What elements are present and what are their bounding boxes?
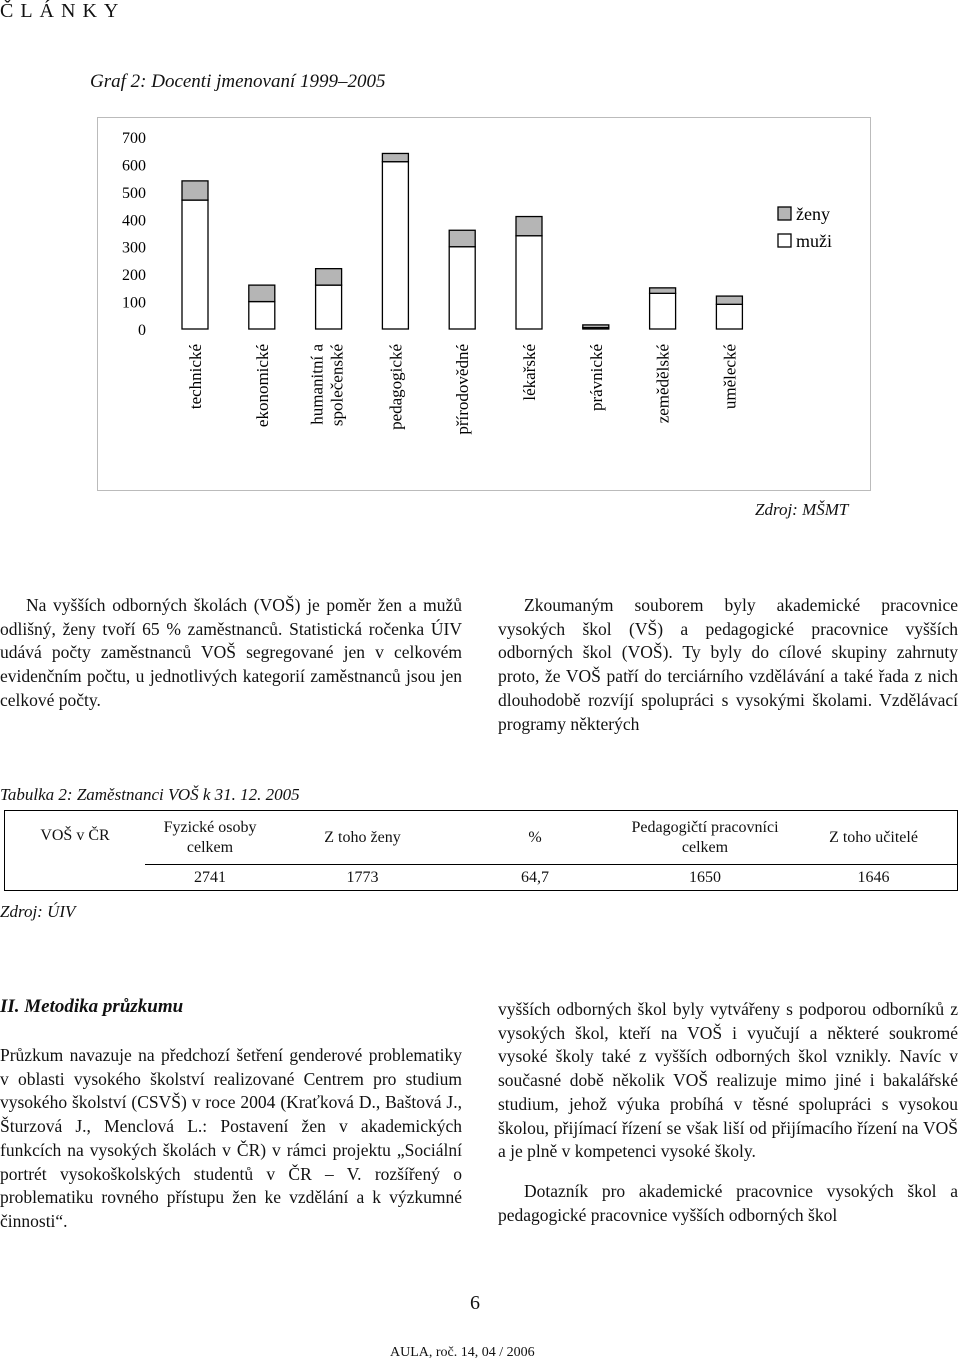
y-tick-label: 700 (122, 130, 146, 147)
legend-label: ženy (796, 204, 830, 224)
bar-segment-women (316, 269, 342, 285)
y-tick-label: 600 (122, 157, 146, 175)
table-cell: 2741 (145, 865, 275, 891)
y-tick-label: 400 (122, 212, 146, 230)
data-table (4, 810, 958, 891)
paragraph: Na vyšších odborných školách (VOŠ) je poměr žen a mužů odlišný, ženy tvoří 65 % zaměstnanců. Statistická ročenka ÚIV udává počty zaměstnanců VOŠ segregované jen v celkovém evidenčním počtu, u jednotlivých kategorií zaměstnanců jsou jen celkové počty. (0, 595, 462, 710)
paragraph: Dotazník pro akademické pracovnice vysokých škol a pedagogické pracovnice vyšších odborných škol (498, 1180, 958, 1225)
category-label: pedagogické (386, 344, 406, 430)
right-column-text (498, 594, 958, 736)
table-title: Tabulka 2: Zaměstnanci VOŠ k 31. 12. 2005 (0, 785, 300, 804)
bar-segment-men (449, 247, 475, 329)
y-tick-label: 100 (122, 294, 146, 312)
bar-chart (98, 118, 870, 490)
bar-segment-women (650, 288, 676, 293)
table-header: Fyzické osoby celkem (145, 811, 275, 865)
category-label: ekonomické (252, 344, 272, 428)
paragraph: vyšších odborných škol byly vytvářeny s podporou odborníků z vysokých škol, kteří na VOŠ i vyučují a některé soukromé vysoké školy také z vyšších odborných škol vznikly. Navíc v současné době několik VOŠ realizuje mimo jiné i bakalářské studium, jehož výuka probíhá v těsné spolupráci s vysokou školou, přijímací řízení se však liší od přijímacího řízení na VOŠ a je plně v kompetenci vysoké školy. (498, 999, 958, 1162)
page-number: 6 (470, 1292, 480, 1314)
bar-segment-women (449, 230, 475, 246)
table-row-label: VOŠ v ČR (5, 811, 146, 891)
table-source: Zdroj: ÚIV (0, 902, 76, 921)
y-tick-label: 300 (122, 239, 146, 257)
table-cell: 1773 (275, 865, 450, 891)
graph-source: Zdroj: MŠMT (755, 500, 849, 519)
bar-segment-women (182, 181, 208, 200)
footer: AULA, roč. 14, 04 / 2006 (390, 1345, 535, 1360)
section-title: II. Metodika průzkumu (0, 996, 184, 1017)
category-label: právnické (586, 344, 606, 412)
bar-segment-women (583, 325, 609, 328)
y-tick-label: 200 (122, 267, 146, 285)
category-label: humanitní aspolečenské (307, 344, 347, 427)
paragraph: Průzkum navazuje na předchozí šetření genderové problematiky v oblasti vysokého školství realizované Centrem pro studium vysokého školství (CSVŠ) v roce 2004 (Kraťková D., Baštová J., Šturzová J., Menclová L.: Postavení žen v akademických funkcích na vysokých školách v ČR) v rámci projektu „Sociální portrét vysokoškolských studentů v ČR – V. rozšířený o problematiku rovného přístupu žen ke vzdělání a k výzkumné činnosti“. (0, 1045, 462, 1231)
category-label: umělecké (720, 344, 740, 410)
chart-frame (97, 117, 871, 491)
bar-segment-men (182, 200, 208, 329)
table-header: Pedagogičtí pracovníci celkem (620, 811, 790, 865)
category-label: technické (186, 344, 205, 410)
table-header: % (450, 811, 620, 865)
y-tick-label: 500 (122, 184, 146, 202)
section-header: ČLÁNKY (0, 0, 126, 22)
left-column-text (0, 594, 462, 713)
bar-segment-women (516, 217, 542, 236)
graph-title: Graf 2: Docenti jmenovaní 1999–2005 (90, 71, 386, 92)
category-label: lékařské (520, 344, 539, 401)
bar-segment-men (316, 285, 342, 329)
legend-swatch-men (778, 234, 791, 247)
bar-segment-men (516, 236, 542, 329)
bar-segment-men (382, 162, 408, 329)
category-label: přírodovědné (453, 344, 473, 435)
legend-swatch-women (778, 207, 791, 220)
table-cell: 64,7 (450, 865, 620, 891)
bar-segment-men (249, 302, 275, 329)
table-cell: 1646 (790, 865, 958, 891)
bar-segment-women (382, 153, 408, 161)
bar-segment-women (249, 285, 275, 301)
table-header: Z toho ženy (275, 811, 450, 865)
table-header: Z toho učitelé (790, 811, 958, 865)
y-tick-label: 0 (138, 322, 146, 339)
bar-segment-men (716, 304, 742, 329)
table-cell: 1650 (620, 865, 790, 891)
paragraph: Zkoumaným souborem byly akademické pracovnice vysokých škol (VŠ) a pedagogické pracovnice vyšších odborných škol (VOŠ). Ty byly do cílové skupiny zahrnuty proto, že VOŠ patří do terciárního vzdělávání a také řada z nich dlouhodobě rozvíjí spolupráci s vysokými školami. Vzdělávací programy některých (498, 595, 958, 734)
bar-segment-women (716, 296, 742, 304)
legend-label: muži (796, 231, 832, 251)
bar-segment-men (650, 293, 676, 329)
section-left-column (0, 1044, 462, 1234)
category-label: zemědělské (653, 344, 673, 424)
section-right-column (498, 998, 958, 1227)
